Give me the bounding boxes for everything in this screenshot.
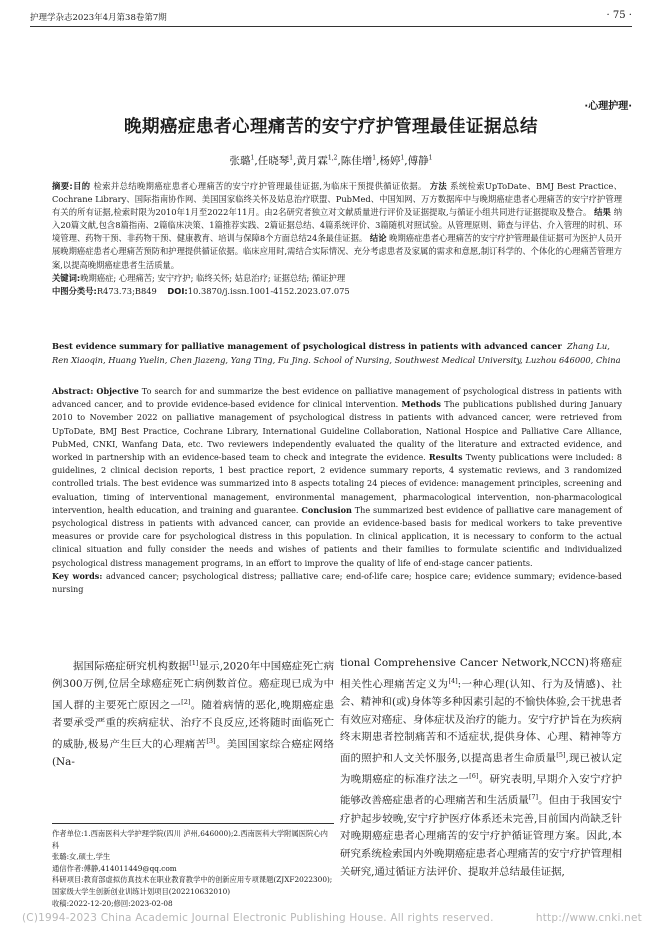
author-name: 张璐 [229, 155, 251, 167]
conclusion-label: 结论 [369, 233, 387, 244]
citation-ref: [3] [206, 736, 216, 745]
keywords-label: 关键词: [52, 272, 81, 283]
conclusion-text: 晚期癌症患者心理痛苦的安宁疗护管理最佳证据可为医护人员开展晚期癌症患者心理痛苦预防和护理提供循证依据。临床应用时,需结合实际情况、充分考虑患者及家属的需求和意愿,制订科学的、个体化的心理痛苦管理方案,以提高晚期癌症患者生活质量。 [52, 233, 622, 270]
body-text: 。研究表明,早期介入安宁疗护能够改善癌症患者的心理痛苦和生活质量 [340, 773, 622, 807]
body-text: 。美国国家综合癌症网络(Na- [52, 738, 334, 768]
en-methods-label: Methods [401, 399, 441, 410]
objective-label: 目的 [72, 181, 91, 191]
en-abstract-label: Abstract: [52, 386, 94, 396]
body-column-left [52, 655, 334, 772]
citation-ref: [6] [469, 772, 479, 781]
results-text: 纳入20篇文献,包含8篇指南、2篇临床决策、1篇推荐实践、2篇证据总结、4篇系统评价、3篇随机对照试验。从管理原则、筛查与评估、介入管理的时机、环境管理、药物干预、非药物干预、健康教育、培训与保障8个方面总结24条最佳证据。 [52, 207, 623, 244]
footnote-line: 作者单位:1.西南医科大学护理学院(四川 泸州,646000);2.西南医科大学附属医院心内科 [52, 829, 328, 850]
english-abstract [52, 385, 622, 596]
en-conclusion-label: Conclusion [301, 504, 352, 515]
citation-ref: [5] [556, 750, 566, 759]
en-keywords-text: advanced cancer; psychological distress; palliative care; end-of-life care; hospice care; evidence summary; evidence-based nursing [52, 570, 622, 595]
chinese-title: 晚期癌症患者心理痛苦的安宁疗护管理最佳证据总结 [124, 117, 538, 137]
body-paragraph-continued [340, 655, 622, 881]
en-results-label: Results [428, 452, 463, 463]
methods-label: 方法 [429, 181, 448, 191]
author-affiliation-mark: 1 [428, 154, 433, 162]
methods-text: 系统检索UpToDate、BMJ Best Practice、Cochrane Library、国际指南协作网、美国国家临终关怀及姑息治疗联盟、PubMed、中国知网、万方数据库中与晚期癌症患者心理痛苦的安宁疗护管理有关的所有证据,检索时限为2010年1月至2022年11月。由2名研究者独立对文献质量进行评价及证据提取,与循证小组共同进行证据提取及整合。 [52, 181, 622, 218]
keywords-text: 晚期癌症; 心理痛苦; 安宁疗护; 临终关怀; 姑息治疗; 证据总结; 循证护理 [80, 272, 346, 283]
cnki-url: http://www.cnki.net [535, 912, 642, 924]
en-conclusion-text: The summarized best evidence of palliative care management of psychological distress in patients with advanced cancer, can provide an evidence-based basis for medical workers to take preventive measures or provide care for psychological distress in this population. In clinical application, it is necessary to conform to the actual clinical situation and fully consider the needs and wishes of patients and their families to formulate scientific and individualized psychological distress management programs, in an effort to improve the quality of life of end-stage cancer patients. [52, 504, 623, 568]
chinese-abstract [52, 180, 622, 298]
chinese-keywords [52, 272, 622, 285]
english-keywords [52, 570, 622, 596]
body-text: 。但由于我国安宁疗护起步较晚,安宁疗护医疗体系还未完善,目前国内尚缺乏针对晚期癌症患者心理痛苦的安宁疗护循证管理方案。因此,本研究系统检索国内外晚期癌症患者心理痛苦的安宁疗护管理相关研究,通过循证方法评价、提取并总结最佳证据, [340, 794, 623, 878]
running-head [30, 10, 632, 27]
author-name: 傅静 [407, 155, 429, 167]
footnote-line: 收稿:2022-12-20;修回:2023-02-08 [52, 898, 173, 908]
en-keywords-label: Key words: [52, 570, 103, 581]
footnote-line: 科研项目:教育部虚拟仿真技术在职业教育教学中的创新应用专项课题(ZJXF2022300);国家级大学生创新创业训练计划项目(202210632010) [52, 875, 333, 896]
chinese-authors: 张璐$^1$,任晓琴$^1$,黄月霖$^{1,2}$,陈佳增$^1$,杨婷$^1$,傅静$^1$ [229, 154, 433, 167]
author-name: 黄月霖 [296, 155, 328, 167]
author-affiliation-mark: 1,2 [327, 154, 338, 162]
en-objective-label: Objective [96, 386, 139, 396]
author-affiliation-mark: 1 [289, 154, 294, 162]
citation-ref: [4] [448, 676, 458, 685]
footnote-line: 通信作者:傅静,414011449@qq.com [52, 863, 177, 873]
footnote [52, 823, 334, 909]
en-objective-text: To search for and summarize the best evidence on palliative management of psychological distress in patients with advanced cancer, and to provide evidence-based evidence for clinical intervention. [52, 386, 622, 410]
abstract-label: 摘要: [52, 181, 73, 191]
citation-ref: [1] [189, 659, 199, 667]
objective-text: 检索并总结晚期癌症患者心理痛苦的安宁疗护管理最佳证据,为临床干预提供循证依据。 [93, 181, 427, 191]
body-paragraph-intro [52, 655, 334, 772]
english-title: Best evidence summary for palliative management of psychological distress in patients with advanced cancer [52, 341, 562, 351]
journal-issue: 护理学杂志2023年4月第38卷第7期 [30, 13, 167, 23]
english-heading [52, 340, 622, 367]
doi-value: 10.3870/j.issn.1001-4152.2023.07.075 [187, 285, 350, 296]
english-abstract-body [52, 385, 622, 570]
body-text: :一种心理(认知、行为及情感)、社会、精神和(或)身体等多种因素引起的不愉快体验,会干扰患者有效应对癌症、身体症状及治疗的能力。安宁疗护旨在为疾病终末期患者控制痛苦和不适症状,提供身体、心理、精神等方面的照护和人文关怀服务,以提高患者生命质量 [340, 678, 623, 765]
body-text: 显示,2020年中国癌症死亡病例300万例,位居全球癌症死亡病例数首位。癌症现已成为中国人群的主要死亡原因之一 [52, 660, 335, 712]
author-affiliation-mark: 1 [250, 154, 255, 162]
body-text: 据国际癌症研究机构数据 [73, 660, 190, 673]
clc-label: 中图分类号: [52, 285, 97, 296]
column-tag: ·心理护理· [584, 101, 632, 112]
body-text: tional Comprehensive Cancer Network,NCCN)将癌症相关性心理痛苦定义为 [340, 657, 622, 691]
chinese-abstract-body [52, 180, 622, 272]
classification-line [52, 285, 622, 298]
author-affiliation-mark: 1 [400, 154, 405, 162]
author-name: 陈佳增 [340, 155, 373, 167]
en-results-text: Twenty publications were included: 8 guidelines, 2 clinical decision reports, 1 best practice report, 2 evidence summary reports, 4 systematic reviews, and 3 randomized controlled trials. The best evidence was summarized into 8 aspects totaling 24 pieces of evidence: management principles, screening and evaluation, timing of interventional management, environmental management, pharmacological intervention, non-pharmacological intervention, health education, and training and guarantee. [52, 452, 623, 515]
page-number: · 75 · [606, 10, 632, 21]
body-column-right [340, 655, 622, 881]
copyright-text: (C)1994-2023 China Academic Journal Electronic Publishing House. All rights reserved. [22, 912, 494, 924]
author-name: 任晓琴 [257, 155, 290, 167]
clc-code: R473.73;B849 [96, 285, 157, 296]
doi-label: DOI: [167, 285, 188, 296]
author-affiliation-mark: 1 [372, 154, 377, 162]
en-methods-text: The publications published during January 2010 to November 2022 on palliative management of psychological distress in patients with advanced cancer, were retrieved from UpToDate, BMJ Best Practice, Cochrane Library, International Guideline Collaboration, National Hospice and Palliative Care Alliance, PubMed, CNKI, Wanfang Data, etc. Two reviewers independently evaluated the quality of the literature and extracted evidence, and worked in partnership with an evidence-based team to check and integrate the evidence. [52, 399, 622, 463]
author-name: 杨婷 [379, 155, 401, 167]
citation-ref: [2] [181, 697, 191, 706]
body-text: 。随着病情的恶化,晚期癌症患者要承受严重的疾病症状、治疗不良反应,还将随时面临死亡的威胁,极易产生巨大的心理痛苦 [52, 699, 334, 751]
results-label: 结果 [594, 207, 611, 218]
cnki-watermark [22, 912, 642, 924]
english-authors-affiliation: Zhang Lu, Ren Xiaoqin, Huang Yuelin, Chen Jiazeng, Yang Ting, Fu Jing. School of Nursing, Southwest Medical University, Luzhou 646000, China [52, 341, 621, 365]
footnote-line: 张璐:女,硕士,学生 [52, 852, 111, 862]
citation-ref: [7] [528, 793, 539, 802]
body-text: ,现已被认定为晚期癌症的标准疗法之一 [340, 752, 622, 786]
